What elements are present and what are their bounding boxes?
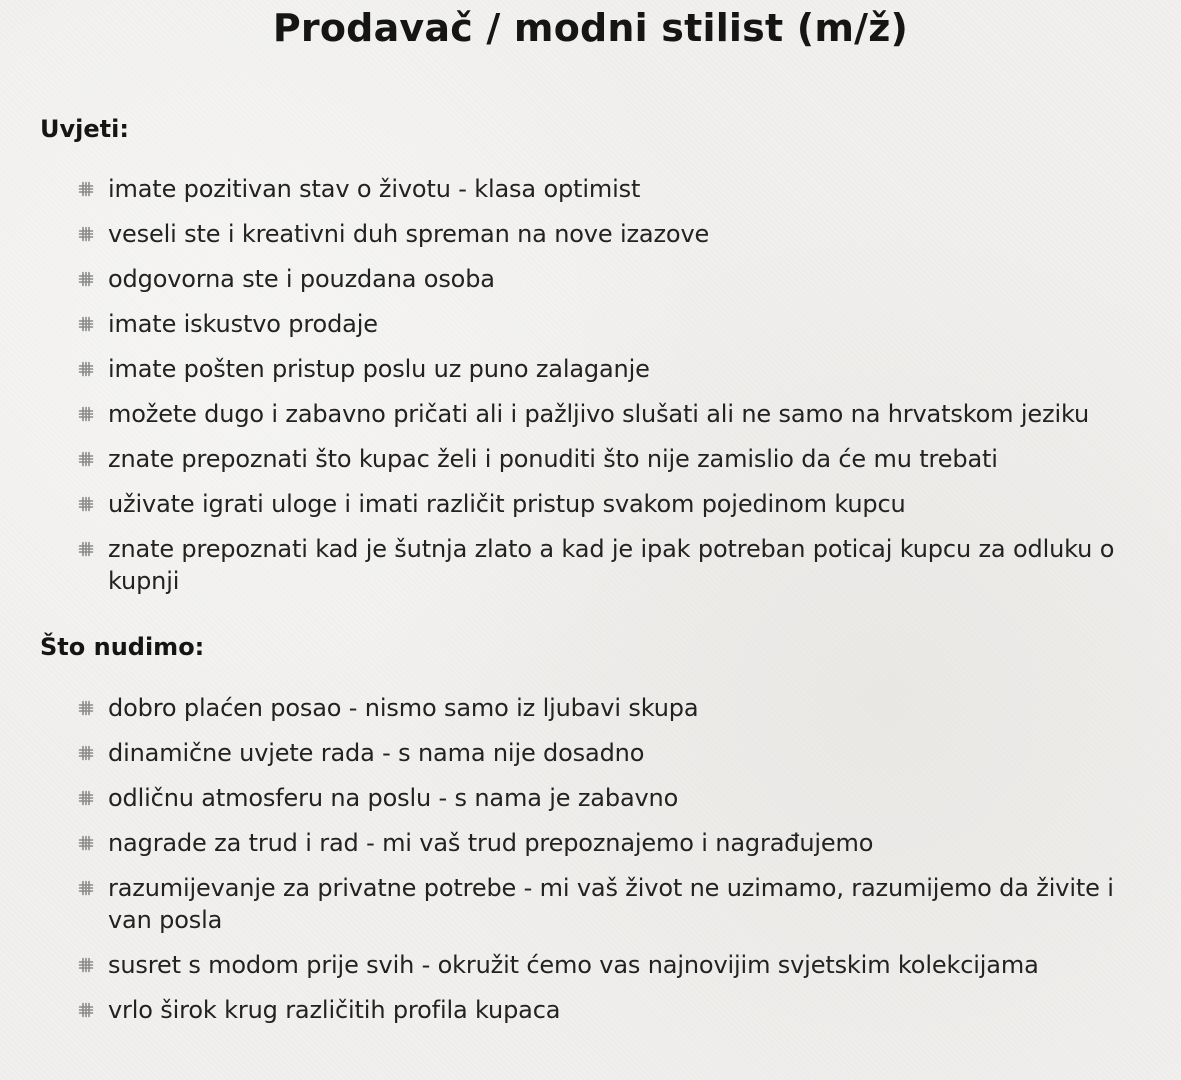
hash-grid-icon bbox=[78, 700, 94, 716]
list-item bbox=[76, 398, 1146, 430]
conditions-list bbox=[76, 173, 1146, 610]
hash-grid-icon bbox=[78, 226, 94, 242]
list-item bbox=[76, 308, 1146, 340]
hash-grid-icon bbox=[78, 745, 94, 761]
list-item-text: imate pošten pristup poslu uz puno zalaganje bbox=[108, 355, 650, 383]
list-item bbox=[76, 827, 1146, 859]
list-item-text: imate iskustvo prodaje bbox=[108, 310, 378, 338]
list-item bbox=[76, 173, 1146, 205]
hash-grid-icon bbox=[78, 451, 94, 467]
hash-grid-icon bbox=[78, 181, 94, 197]
list-item bbox=[76, 949, 1146, 981]
list-item bbox=[76, 218, 1146, 250]
list-item-text: znate prepoznati što kupac želi i ponuditi što nije zamislio da će mu trebati bbox=[108, 445, 998, 473]
hash-grid-icon bbox=[78, 271, 94, 287]
list-item-text: znate prepoznati kad je šutnja zlato a kad je ipak potreban poticaj kupcu za odluku o kupnji bbox=[108, 535, 1115, 595]
list-item bbox=[76, 353, 1146, 385]
list-item-text: nagrade za trud i rad - mi vaš trud prepoznajemo i nagrađujemo bbox=[108, 829, 874, 857]
hash-grid-icon bbox=[78, 790, 94, 806]
list-item bbox=[76, 737, 1146, 769]
hash-grid-icon bbox=[78, 496, 94, 512]
hash-grid-icon bbox=[78, 316, 94, 332]
list-item-text: odgovorna ste i pouzdana osoba bbox=[108, 265, 495, 293]
hash-grid-icon bbox=[78, 1002, 94, 1018]
section-heading-conditions: Uvjeti: bbox=[40, 115, 129, 143]
list-item-text: razumijevanje za privatne potrebe - mi vaš život ne uzimamo, razumijemo da živite i van posla bbox=[108, 874, 1114, 934]
page-title: Prodavač / modni stilist (m/ž) bbox=[272, 6, 909, 50]
list-item-text: uživate igrati uloge i imati različit pristup svakom pojedinom kupcu bbox=[108, 490, 906, 518]
list-item-text: imate pozitivan stav o životu - klasa optimist bbox=[108, 175, 641, 203]
list-item-text: možete dugo i zabavno pričati ali i pažljivo slušati ali ne samo na hrvatskom jeziku bbox=[108, 400, 1090, 428]
list-item bbox=[76, 692, 1146, 724]
list-item-text: dinamične uvjete rada - s nama nije dosadno bbox=[108, 739, 645, 767]
list-item-text: dobro plaćen posao - nismo samo iz ljubavi skupa bbox=[108, 694, 699, 722]
hash-grid-icon bbox=[78, 541, 94, 557]
offer-list bbox=[76, 692, 1146, 1039]
list-item bbox=[76, 872, 1146, 936]
list-item bbox=[76, 782, 1146, 814]
list-item-text: odličnu atmosferu na poslu - s nama je zabavno bbox=[108, 784, 679, 812]
hash-grid-icon bbox=[78, 835, 94, 851]
list-item-text: vrlo širok krug različitih profila kupaca bbox=[108, 996, 561, 1024]
hash-grid-icon bbox=[78, 361, 94, 377]
list-item bbox=[76, 263, 1146, 295]
list-item bbox=[76, 443, 1146, 475]
list-item-text: veseli ste i kreativni duh spreman na nove izazove bbox=[108, 220, 710, 248]
list-item bbox=[76, 533, 1146, 597]
section-heading-offer: Što nudimo: bbox=[40, 633, 205, 661]
list-item bbox=[76, 488, 1146, 520]
hash-grid-icon bbox=[78, 957, 94, 973]
hash-grid-icon bbox=[78, 880, 94, 896]
list-item-text: susret s modom prije svih - okružit ćemo vas najnovijim svjetskim kolekcijama bbox=[108, 951, 1039, 979]
list-item bbox=[76, 994, 1146, 1026]
hash-grid-icon bbox=[78, 406, 94, 422]
